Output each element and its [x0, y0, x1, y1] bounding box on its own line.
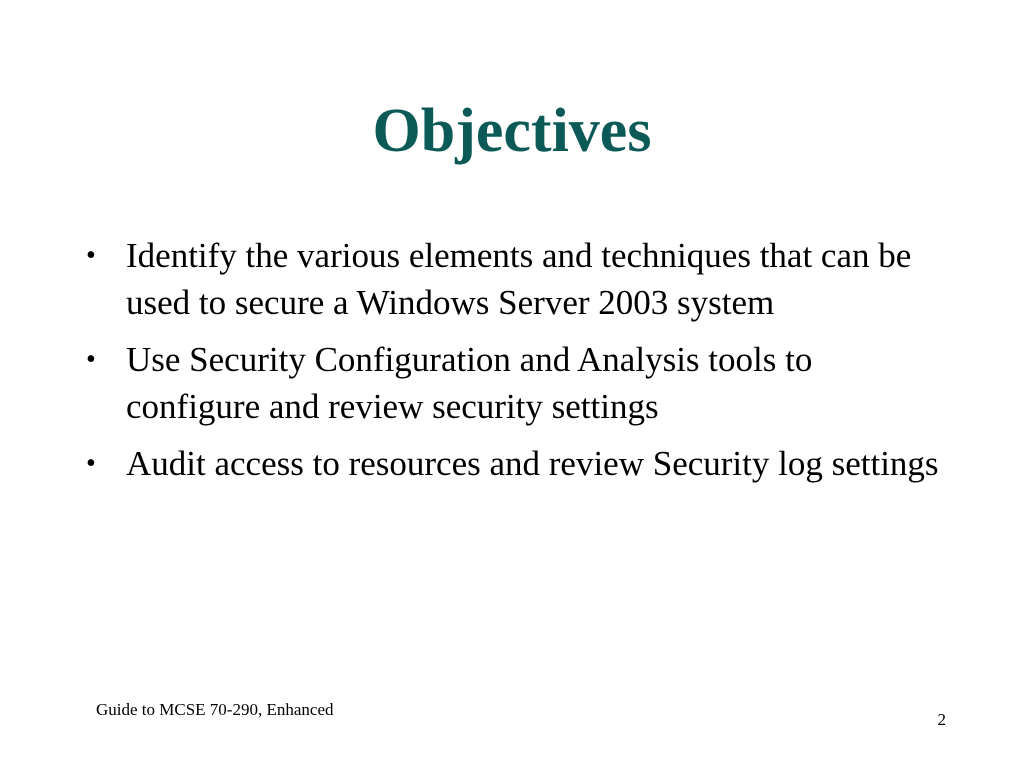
slide-title: Objectives: [372, 97, 652, 165]
footer-text: Guide to MCSE 70-290, Enhanced: [96, 700, 334, 719]
bullet-item: [82, 440, 942, 487]
bullet-list: [82, 232, 942, 497]
bullet-item: [82, 336, 942, 430]
bullet-item: [82, 232, 942, 326]
bullet-icon: •: [86, 448, 96, 479]
bullet-text: Use Security Configuration and Analysis tools to configure and review security settings: [126, 340, 813, 426]
bullet-text: Identify the various elements and techniques that can be used to secure a Windows Server 2003 system: [126, 236, 912, 322]
page-number: 2: [937, 710, 946, 729]
bullet-icon: •: [86, 240, 96, 271]
bullet-icon: •: [86, 344, 96, 375]
bullet-text: Audit access to resources and review Security log settings: [126, 444, 939, 483]
